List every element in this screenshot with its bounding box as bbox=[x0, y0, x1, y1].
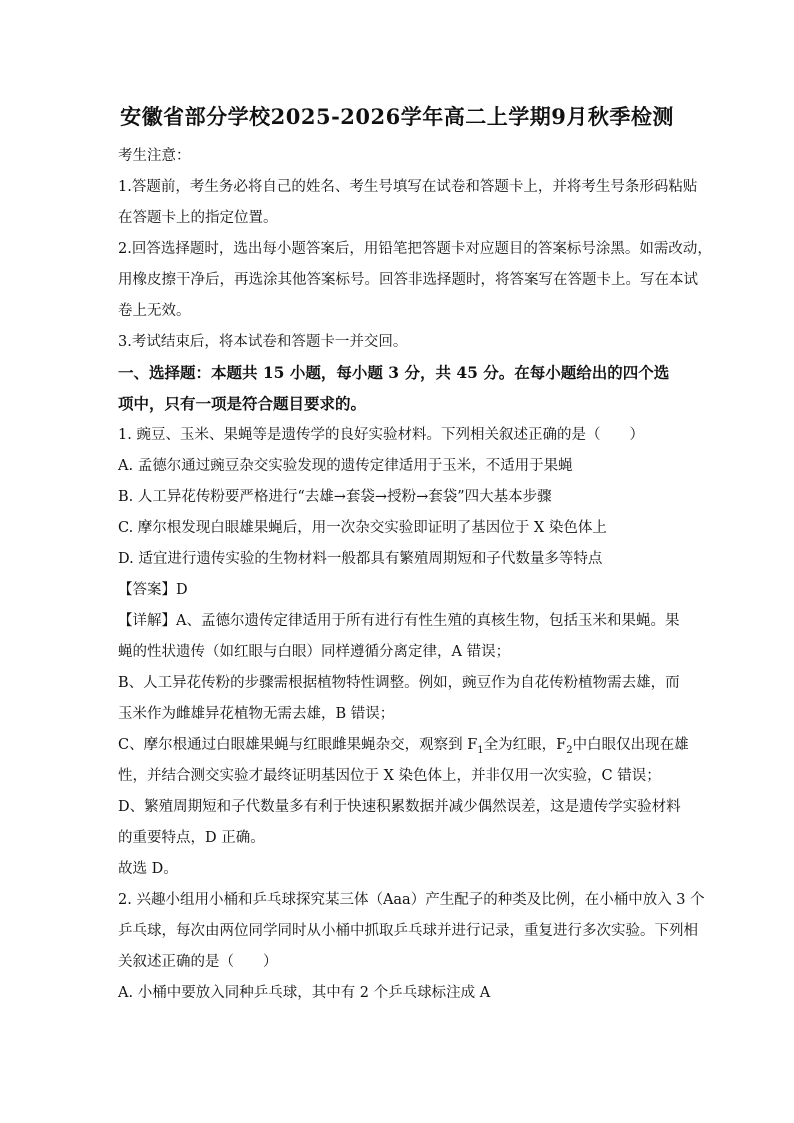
question-2-stem-line-2: 乒乓球，每次由两位同学同时从小桶中抓取乒乓球并进行记录，重复进行多次实验。下列相 bbox=[118, 923, 698, 939]
notice-item-2-line-2: 用橡皮擦干净后，再选涂其他答案标号。回答非选择题时，将答案写在答题卡上。写在本试 bbox=[118, 272, 698, 288]
question-1-explanation-line-4: 玉米作为雌雄异花植物无需去雄，B 错误； bbox=[118, 706, 395, 722]
subscript-1: 1 bbox=[477, 744, 484, 756]
question-1-explanation-line-8: 的重要特点，D 正确。 bbox=[118, 830, 265, 846]
notice-item-1-line-2: 在答题卡上的指定位置。 bbox=[118, 210, 278, 226]
question-1-option-d: D. 适宜进行遗传实验的生物材料一般都具有繁殖周期短和子代数量多等特点 bbox=[118, 551, 603, 567]
question-1-explanation-line-3: B、人工异花传粉的步骤需根据植物特性调整。例如，豌豆作为自花传粉植物需去雄，而 bbox=[118, 675, 680, 691]
question-1-stem: 1. 豌豆、玉米、果蝇等是遗传学的良好实验材料。下列相关叙述正确的是（ ） bbox=[118, 427, 644, 443]
subscript-2: 2 bbox=[566, 744, 573, 756]
question-1-explanation-line-7: D、繁殖周期短和子代数量多有利于快速积累数据并减少偶然误差，这是遗传学实验材料 bbox=[118, 799, 681, 815]
question-2-option-a: A. 小桶中要放入同种乒乓球，其中有 2 个乒乓球标注成 A bbox=[118, 985, 491, 1001]
section-heading-line-2: 项中，只有一项是符合题目要求的。 bbox=[118, 394, 367, 413]
question-1-option-b: B. 人工异花传粉要严格进行“去雄→套袋→授粉→套袋”四大基本步骤 bbox=[118, 489, 552, 505]
question-2-stem-line-1: 2. 兴趣小组用小桶和乒乓球探究某三体（Aaa）产生配子的种类及比例，在小桶中放入 3 个 bbox=[118, 892, 705, 908]
question-1-option-c: C. 摩尔根发现白眼雄果蝇后，用一次杂交实验即证明了基因位于 X 染色体上 bbox=[118, 520, 607, 536]
notice-item-3: 3.考试结束后，将本试卷和答题卡一并交回。 bbox=[118, 334, 408, 350]
explanation-text: 全为红眼，F bbox=[483, 737, 567, 753]
page-title: 安徽省部分学校2025-2026学年高二上学期9月秋季检测 bbox=[120, 104, 674, 129]
question-1-option-a: A. 孟德尔通过豌豆杂交实验发现的遗传定律适用于玉米，不适用于果蝇 bbox=[118, 458, 573, 474]
question-1-conclusion: 故选 D。 bbox=[118, 861, 178, 877]
notice-item-2-line-1: 2.回答选择题时，选出每小题答案后，用铅笔把答题卡对应题目的答案标号涂黑。如需改动， bbox=[118, 241, 712, 257]
notice-heading: 考生注意： bbox=[118, 148, 191, 164]
notice-item-1-line-1: 1.答题前，考生务必将自己的姓名、考生号填写在试卷和答题卡上，并将考生号条形码粘贴 bbox=[118, 179, 698, 195]
question-2-stem-line-3: 关叙述正确的是（ ） bbox=[118, 954, 278, 970]
section-heading-line-1: 一、选择题：本题共 15 小题，每小题 3 分，共 45 分。在每小题给出的四个选 bbox=[118, 363, 670, 382]
question-1-explanation-line-1: 【详解】A、孟德尔遗传定律适用于所有进行有性生殖的真核生物，包括玉米和果蝇。果 bbox=[118, 613, 680, 629]
question-1-explanation-line-5 bbox=[118, 733, 689, 757]
notice-item-2-line-3: 卷上无效。 bbox=[118, 303, 191, 319]
question-1-answer: 【答案】D bbox=[118, 582, 188, 598]
question-1-explanation-line-6: 性，并结合测交实验才最终证明基因位于 X 染色体上，并非仅用一次实验，C 错误； bbox=[118, 768, 661, 784]
explanation-text: C、摩尔根通过白眼雄果蝇与红眼雌果蝇杂交，观察到 F bbox=[118, 737, 478, 753]
explanation-text: 中白眼仅出现在雄 bbox=[572, 737, 689, 753]
question-1-explanation-line-2: 蝇的性状遗传（如红眼与白眼）同样遵循分离定律，A 错误； bbox=[118, 644, 511, 660]
